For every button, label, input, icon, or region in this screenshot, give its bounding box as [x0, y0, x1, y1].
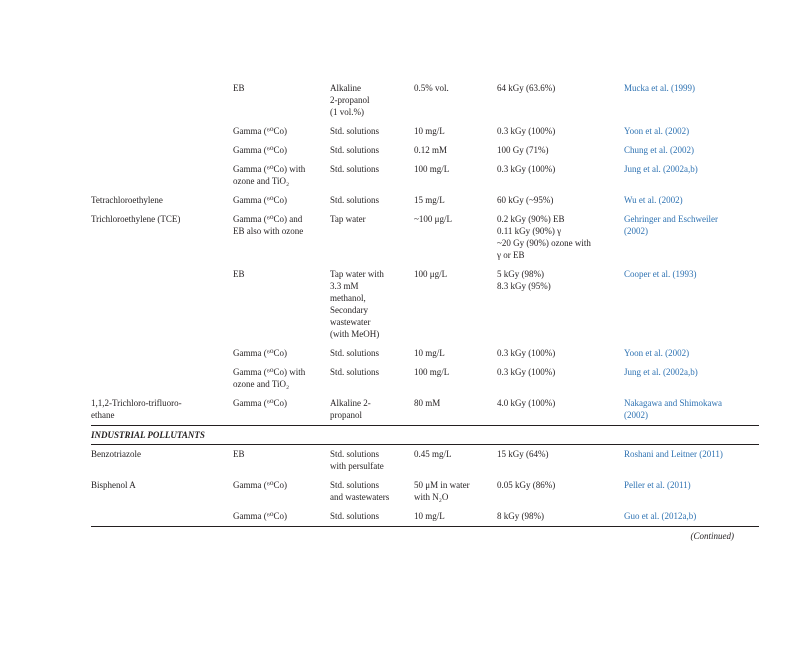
cell-line: Chung et al. (2002) [624, 145, 694, 155]
table-row [91, 141, 759, 160]
cell-matrix [330, 160, 414, 191]
cell-compound [91, 265, 233, 344]
cell-line: (with MeOH) [330, 329, 380, 339]
cell-line: EB [233, 449, 245, 459]
cell-line: Gamma (⁶⁰Co) and [233, 214, 303, 224]
cell-method [233, 141, 330, 160]
cell-dose-removal [497, 344, 624, 363]
cell-compound [91, 394, 233, 426]
cell-line: with persulfate [330, 461, 384, 471]
cell-matrix [330, 79, 414, 122]
cell-dose-removal [497, 210, 624, 265]
cell-line: Std. solutions [330, 164, 380, 174]
cell-line: propanol [330, 410, 362, 420]
cell-line: ozone and TiO₂ [233, 379, 290, 389]
cell-line: 0.3 kGy (100%) [497, 348, 556, 358]
cell-line: methanol, [330, 293, 366, 303]
cell-line: Gamma (⁶⁰Co) with [233, 367, 306, 377]
table-row [91, 265, 759, 344]
cell-line: 0.12 mM [414, 145, 448, 155]
table-row [91, 476, 759, 507]
cell-method [233, 344, 330, 363]
cell-method [233, 363, 330, 394]
cell-reference[interactable] [624, 363, 759, 394]
cell-line: 10 mg/L [414, 126, 445, 136]
cell-line: Guo et al. (2012a,b) [624, 511, 697, 521]
cell-concentration [414, 445, 497, 477]
cell-reference[interactable] [624, 445, 759, 477]
cell-concentration [414, 507, 497, 527]
cell-compound [91, 507, 233, 527]
cell-matrix [330, 265, 414, 344]
cell-reference[interactable] [624, 265, 759, 344]
cell-line: (2002) [624, 226, 648, 236]
cell-line: 5 kGy (98%) [497, 269, 544, 279]
cell-line: and wastewaters [330, 492, 390, 502]
cell-line: EB [233, 269, 245, 279]
cell-reference[interactable] [624, 141, 759, 160]
cell-line: Tetrachloroethylene [91, 195, 163, 205]
cell-dose-removal [497, 394, 624, 426]
cell-method [233, 160, 330, 191]
table-row [91, 79, 759, 122]
cell-line: Std. solutions [330, 480, 380, 490]
cell-method [233, 122, 330, 141]
table-row [91, 344, 759, 363]
cell-reference[interactable] [624, 160, 759, 191]
cell-line: 0.11 kGy (90%) γ [497, 226, 562, 236]
cell-line: 1,1,2-Trichloro-trifluoro- [91, 398, 182, 408]
cell-line: wastewater [330, 317, 371, 327]
cell-line: 50 μM in water [414, 480, 470, 490]
cell-method [233, 265, 330, 344]
cell-matrix [330, 344, 414, 363]
cell-concentration [414, 265, 497, 344]
cell-line: 100 μg/L [414, 269, 448, 279]
cell-line: 64 kGy (63.6%) [497, 83, 556, 93]
cell-line: 10 mg/L [414, 348, 445, 358]
cell-concentration [414, 160, 497, 191]
cell-line: Yoon et al. (2002) [624, 126, 690, 136]
cell-line: 15 kGy (64%) [497, 449, 549, 459]
cell-line: Nakagawa and Shimokawa [624, 398, 722, 408]
continued-label: (Continued) [690, 531, 734, 541]
cell-line: 60 kGy (~95%) [497, 195, 554, 205]
table-row [91, 191, 759, 210]
cell-line: Gamma (⁶⁰Co) [233, 195, 287, 205]
cell-line: Std. solutions [330, 126, 380, 136]
cell-dose-removal [497, 507, 624, 527]
cell-compound [91, 160, 233, 191]
cell-line: Wu et al. (2002) [624, 195, 683, 205]
cell-method [233, 394, 330, 426]
cell-line: EB [233, 83, 245, 93]
cell-dose-removal [497, 79, 624, 122]
continued-note [691, 530, 735, 542]
cell-line: Std. solutions [330, 511, 380, 521]
cell-concentration [414, 344, 497, 363]
cell-line: ethane [91, 410, 115, 420]
cell-method [233, 191, 330, 210]
cell-line: Peller et al. (2011) [624, 480, 691, 490]
cell-line: 0.05 kGy (86%) [497, 480, 556, 490]
cell-line: 100 mg/L [414, 164, 450, 174]
cell-matrix [330, 445, 414, 477]
cell-reference[interactable] [624, 476, 759, 507]
table-row [91, 363, 759, 394]
cell-line: Jung et al. (2002a,b) [624, 367, 698, 377]
cell-matrix [330, 141, 414, 160]
cell-compound [91, 79, 233, 122]
cell-line: EB also with ozone [233, 226, 304, 236]
cell-matrix [330, 507, 414, 527]
cell-line: 10 mg/L [414, 511, 445, 521]
cell-line: Bisphenol A [91, 480, 136, 490]
cell-compound [91, 445, 233, 477]
section-label: INDUSTRIAL POLLUTANTS [91, 426, 759, 445]
table-body-industrial [91, 445, 759, 527]
cell-line: γ or EB [497, 250, 525, 260]
cell-line: Tap water with [330, 269, 384, 279]
cell-reference[interactable] [624, 507, 759, 527]
cell-dose-removal [497, 476, 624, 507]
cell-line: 0.2 kGy (90%) EB [497, 214, 565, 224]
cell-line: 0.45 mg/L [414, 449, 452, 459]
cell-line: Std. solutions [330, 449, 380, 459]
cell-method [233, 476, 330, 507]
cell-line: ~20 Gy (90%) ozone with [497, 238, 591, 248]
cell-line: 0.5% vol. [414, 83, 449, 93]
cell-method [233, 79, 330, 122]
cell-method [233, 210, 330, 265]
cell-method [233, 445, 330, 477]
cell-matrix [330, 394, 414, 426]
cell-matrix [330, 122, 414, 141]
cell-line: Std. solutions [330, 145, 380, 155]
cell-line: 8 kGy (98%) [497, 511, 544, 521]
cell-line: 8.3 kGy (95%) [497, 281, 551, 291]
cell-line: 2-propanol [330, 95, 370, 105]
cell-line: Benzotriazole [91, 449, 141, 459]
cell-line: Yoon et al. (2002) [624, 348, 690, 358]
cell-concentration [414, 79, 497, 122]
cell-line: Gamma (⁶⁰Co) [233, 348, 287, 358]
cell-line: 0.3 kGy (100%) [497, 126, 556, 136]
cell-matrix [330, 210, 414, 265]
cell-line: 80 mM [414, 398, 441, 408]
cell-concentration [414, 122, 497, 141]
table-row [91, 394, 759, 426]
cell-compound [91, 122, 233, 141]
cell-line: 100 mg/L [414, 367, 450, 377]
cell-concentration [414, 394, 497, 426]
cell-reference[interactable] [624, 122, 759, 141]
cell-line: Std. solutions [330, 195, 380, 205]
cell-line: Gamma (⁶⁰Co) [233, 511, 287, 521]
cell-reference[interactable] [624, 191, 759, 210]
table-body-halogenated [91, 79, 759, 426]
cell-line: Secondary [330, 305, 368, 315]
table-row [91, 445, 759, 477]
cell-line: Gamma (⁶⁰Co) [233, 126, 287, 136]
table-row [91, 122, 759, 141]
cell-line: 3.3 mM [330, 281, 359, 291]
cell-line: with N₂O [414, 492, 449, 502]
table-section-header [91, 426, 759, 445]
cell-line: Jung et al. (2002a,b) [624, 164, 698, 174]
cell-line: Cooper et al. (1993) [624, 269, 697, 279]
cell-line: ~100 μg/L [414, 214, 452, 224]
cell-compound [91, 363, 233, 394]
cell-compound [91, 141, 233, 160]
cell-line: (1 vol.%) [330, 107, 364, 117]
cell-line: 4.0 kGy (100%) [497, 398, 556, 408]
data-table [91, 79, 759, 527]
cell-reference[interactable] [624, 394, 759, 426]
cell-line: Tap water [330, 214, 366, 224]
cell-line: 0.3 kGy (100%) [497, 164, 556, 174]
cell-line: Roshani and Leitner (2011) [624, 449, 723, 459]
cell-dose-removal [497, 445, 624, 477]
cell-line: (2002) [624, 410, 648, 420]
cell-line: Trichloroethylene (TCE) [91, 214, 181, 224]
cell-dose-removal [497, 363, 624, 394]
cell-matrix [330, 476, 414, 507]
cell-compound [91, 210, 233, 265]
cell-line: Alkaline 2- [330, 398, 371, 408]
section-row-industrial-pollutants [91, 426, 759, 445]
cell-reference[interactable] [624, 344, 759, 363]
cell-compound [91, 476, 233, 507]
cell-concentration [414, 141, 497, 160]
table-row [91, 210, 759, 265]
cell-concentration [414, 363, 497, 394]
cell-matrix [330, 191, 414, 210]
cell-line: Std. solutions [330, 348, 380, 358]
cell-reference[interactable] [624, 210, 759, 265]
cell-dose-removal [497, 122, 624, 141]
cell-line: Mucka et al. (1999) [624, 83, 695, 93]
cell-dose-removal [497, 160, 624, 191]
cell-concentration [414, 476, 497, 507]
cell-matrix [330, 363, 414, 394]
cell-dose-removal [497, 265, 624, 344]
cell-concentration [414, 191, 497, 210]
cell-line: Gehringer and Eschweiler [624, 214, 718, 224]
cell-line: ozone and TiO₂ [233, 176, 290, 186]
cell-compound [91, 191, 233, 210]
cell-line: Gamma (⁶⁰Co) with [233, 164, 306, 174]
cell-line: Gamma (⁶⁰Co) [233, 145, 287, 155]
cell-line: 15 mg/L [414, 195, 445, 205]
cell-line: Gamma (⁶⁰Co) [233, 480, 287, 490]
table-row [91, 507, 759, 527]
cell-dose-removal [497, 141, 624, 160]
cell-concentration [414, 210, 497, 265]
cell-compound [91, 344, 233, 363]
cell-line: Std. solutions [330, 367, 380, 377]
cell-reference[interactable] [624, 79, 759, 122]
cell-line: 0.3 kGy (100%) [497, 367, 556, 377]
cell-method [233, 507, 330, 527]
cell-line: Gamma (⁶⁰Co) [233, 398, 287, 408]
table-row [91, 160, 759, 191]
cell-dose-removal [497, 191, 624, 210]
cell-line: Alkaline [330, 83, 361, 93]
cell-line: 100 Gy (71%) [497, 145, 549, 155]
